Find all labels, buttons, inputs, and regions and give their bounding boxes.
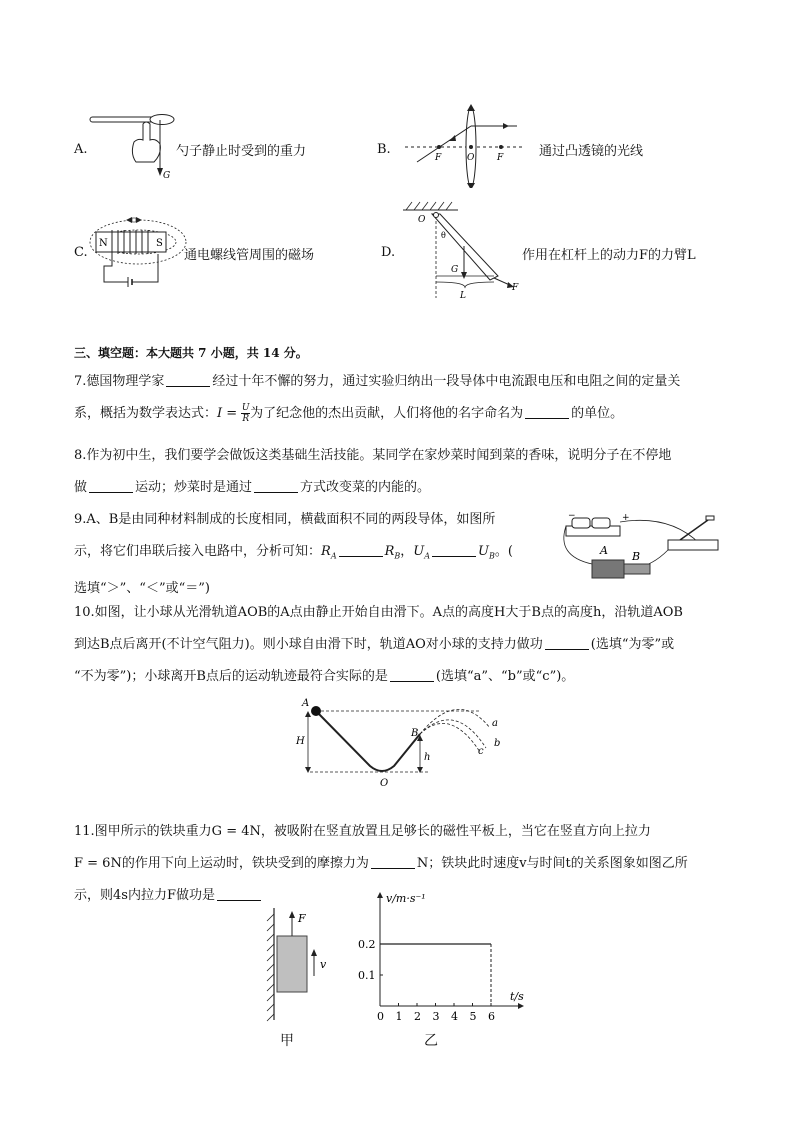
svg-text:L: L (460, 291, 466, 298)
track-figure (290, 694, 510, 790)
svg-text:S: S (156, 238, 163, 249)
iron-block-figure (262, 904, 332, 1024)
svg-text:h: h (424, 752, 431, 763)
circuit-figure (560, 508, 730, 586)
section-title: 三、填空题：本大题共 7 小题，共 14 分。 (74, 346, 308, 360)
spoon-figure (88, 110, 178, 190)
blank-8-1[interactable] (89, 478, 133, 493)
gravity-label: G (163, 171, 171, 181)
lever-figure (398, 198, 528, 298)
question-10: 10.如图，让小球从光滑轨道AOB的A点由静止开始自由滑下。A点的高度H大于B点的高度h，沿轨道AOB 到达B点后离开(不计空气阻力)。则小球自由滑下时，轨道AO对小球的支持力做功 (选填“为零”或 “不为零”)；小球离开B点后的运动轨迹最符合实际的是 (选填“a”、“b”或“c”)。 (74, 605, 683, 684)
blank-11-2[interactable] (217, 886, 261, 901)
x-tick-label: 1 (395, 1010, 403, 1023)
option-b-caption: 通过凸透镜的光线 (539, 144, 644, 159)
option-a-label: A. (74, 142, 88, 157)
svg-text:F: F (512, 283, 519, 293)
question-9: 9.A、B是由同种材料制成的长度相同，横截面积不同的两段导体，如图所 示，将它们串联后接入电路中，分析可知：$R_A$ $R_B$，$U_A$ $U_B$。( 选填“＞”、“＜”或“＝”) (74, 512, 513, 596)
svg-text:O: O (418, 215, 426, 225)
caption-yi: 乙 (424, 1033, 438, 1049)
svg-text:θ: θ (441, 231, 446, 240)
x-tick-label: 0 (377, 1010, 384, 1023)
svg-text:v: v (320, 958, 327, 971)
lens-figure (395, 104, 535, 188)
svg-text:a: a (492, 718, 498, 729)
blank-9-1[interactable] (339, 542, 383, 557)
x-tick-label: 3 (432, 1010, 440, 1023)
x-axis-label: t/s (510, 990, 524, 1003)
question-7: 7.德国物理学家 经过十年不懈的努力，通过实验归纳出一段导体中电流跟电压和电阻之间的定量关 系，概括为数学表达式：I = $\frac{U}{R}$ 为了纪念他的杰出贡献，人们将他的名字命名为 的单位。 (74, 374, 681, 424)
caption-jia: 甲 (280, 1033, 294, 1049)
svg-text:F: F (298, 912, 306, 925)
svg-text:G: G (451, 265, 459, 275)
svg-text:A: A (302, 698, 310, 709)
blank-7-1[interactable] (166, 372, 210, 387)
blank-10-1[interactable] (545, 635, 589, 650)
question-8: 8.作为初中生，我们要学会做饭这类基础生活技能。某同学在家炒菜时闻到菜的香味，说明分子在不停地 做 运动；炒菜时是通过 方式改变菜的内能的。 (74, 448, 672, 495)
svg-text:F: F (435, 153, 442, 163)
option-c-caption: 通电螺线管周围的磁场 (184, 248, 315, 263)
x-tick-label: 6 (488, 1010, 495, 1023)
blank-9-2[interactable] (432, 542, 476, 557)
blank-11-1[interactable] (371, 854, 415, 869)
x-tick-label: 5 (469, 1010, 477, 1023)
svg-text:H: H (296, 736, 305, 747)
blank-10-2[interactable] (390, 667, 434, 682)
svg-text:b: b (494, 738, 501, 749)
svg-text:B: B (632, 550, 641, 563)
y-tick-label: 0.2 (358, 938, 376, 951)
option-c-label: C. (74, 245, 88, 260)
svg-text:N: N (99, 238, 108, 249)
question-11: 11.图甲所示的铁块重力G = 4N，被吸附在竖直放置且足够长的磁性平板上，当它在竖直方向上拉力 F = 6N的作用下向上运动时，铁块受到的摩擦力为 N；铁块此时速度v与时间t的关系图象如图乙所 示，则4s内拉力F做功是 (74, 824, 688, 903)
option-b-label: B. (377, 142, 391, 157)
y-tick-label: 0.1 (358, 969, 376, 982)
svg-text:+: + (622, 513, 630, 523)
svg-text:F: F (497, 153, 504, 163)
blank-8-2[interactable] (254, 478, 298, 493)
svg-text:c: c (478, 746, 484, 757)
option-a-caption: 勺子静止时受到的重力 (176, 144, 307, 159)
y-axis-label: v/m·s⁻¹ (386, 892, 426, 905)
x-tick-label: 4 (451, 1010, 458, 1023)
option-d-label: D. (381, 245, 396, 260)
blank-7-2[interactable] (525, 404, 569, 419)
vt-chart (352, 890, 532, 1030)
option-d-caption: 作用在杠杆上的动力F的力臂L (522, 248, 696, 263)
svg-text:O: O (467, 153, 475, 163)
svg-text:A: A (600, 544, 608, 557)
svg-text:O: O (380, 778, 389, 789)
svg-text:−: − (568, 511, 576, 521)
x-tick-label: 2 (414, 1010, 421, 1023)
svg-text:B: B (411, 728, 419, 739)
solenoid-figure (88, 206, 188, 294)
